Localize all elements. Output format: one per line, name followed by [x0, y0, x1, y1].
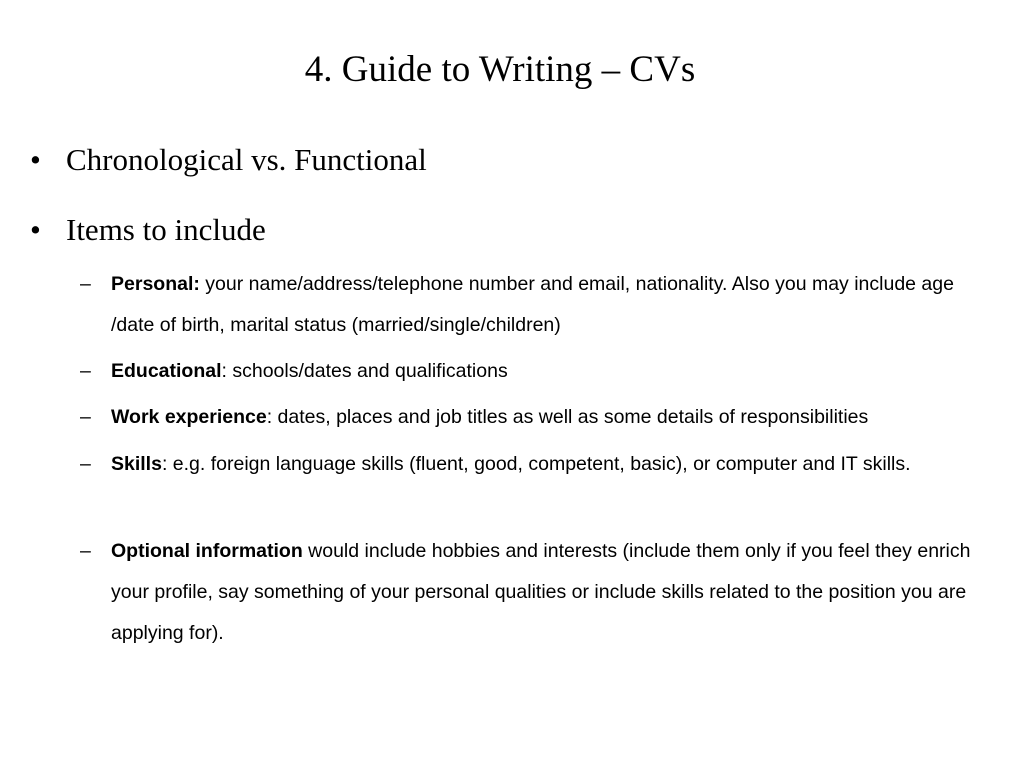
sub-item-label: Work experience: [111, 406, 267, 428]
dash-marker: –: [80, 453, 91, 475]
sub-item-description: : dates, places and job titles as well as some details of responsibilities: [266, 406, 869, 428]
sub-item-text: [111, 531, 1000, 654]
sub-item-text: [111, 264, 1000, 346]
sub-item-skills: [80, 444, 1000, 485]
sub-item-description: : e.g. foreign language skills (fluent, good, competent, basic), or computer and IT skills.: [161, 453, 911, 475]
sub-item-educational: [80, 351, 1000, 392]
slide-title: 4. Guide to Writing – CVs: [304, 49, 696, 90]
bullet-text: Items to include: [66, 212, 266, 247]
dash-marker: –: [80, 360, 91, 382]
sub-item-label: Skills: [111, 453, 162, 475]
dash-marker: –: [80, 406, 91, 428]
sub-item-text: [111, 444, 1000, 485]
bullet-text: Chronological vs. Functional: [66, 142, 427, 177]
sub-item-description: your name/address/telephone number and email, nationality. Also you may include age /date of birth, marital status (married/single/children): [111, 273, 954, 336]
sub-item-personal: [80, 264, 1000, 346]
bullet-chronological-vs-functional: [30, 140, 427, 180]
sub-item-text: [111, 351, 1000, 392]
bullet-marker: •: [30, 212, 41, 247]
bullet-marker: •: [30, 142, 41, 177]
dash-marker: –: [80, 540, 91, 562]
sub-item-description: would include hobbies and interests (include them only if you feel they enrich your profile, say something of your personal qualities or include skills related to the position you are applying for).: [111, 540, 971, 644]
sub-item-label: Personal:: [111, 273, 200, 295]
sub-item-work-experience: [80, 397, 1000, 438]
sub-item-text: [111, 397, 1000, 438]
sub-item-optional-information: [80, 531, 1000, 654]
sub-item-label: Optional information: [111, 540, 303, 562]
dash-marker: –: [80, 273, 91, 295]
sub-item-label: Educational: [111, 360, 222, 382]
sub-item-description: : schools/dates and qualifications: [221, 360, 508, 382]
bullet-items-to-include: [30, 210, 266, 250]
